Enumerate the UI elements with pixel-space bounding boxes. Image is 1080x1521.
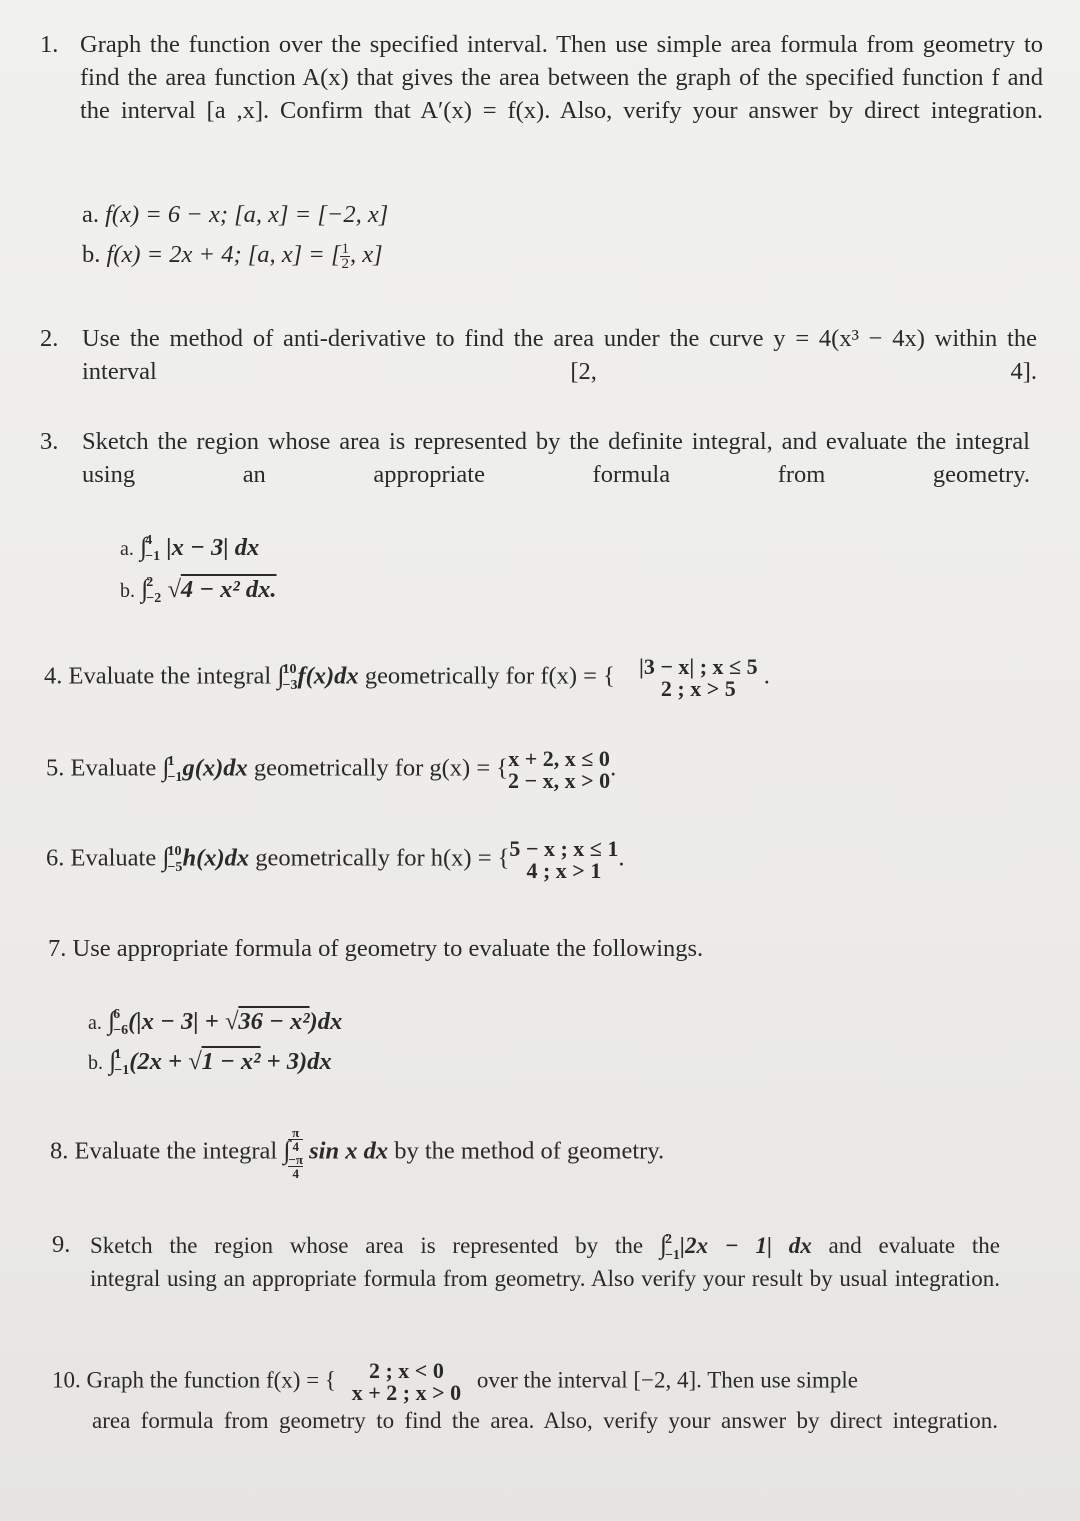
problem-line-2: area formula from geometry to find the area. Also, verify your answer by direct integration.	[92, 1408, 998, 1433]
problem-text: Sketch the region whose area is represented by the definite integral, and evaluate the integral using an appropriate formula from geometry.	[82, 428, 1030, 488]
problem-text: Use the method of anti-derivative to find the area under the curve y = 4(x³ − 4x) within the interval [2, 4].	[82, 325, 1037, 385]
integrand: f(x)dx	[297, 662, 359, 690]
piecewise-cases: |3 − x| ; x ≤ 5 2 ; x > 5	[639, 654, 758, 701]
integrand: |2x − 1| dx	[679, 1233, 812, 1258]
problem-10	[52, 1360, 1002, 1437]
problem-number: 3.	[40, 428, 59, 455]
problem-1a	[82, 198, 388, 231]
problem-4: 4. Evaluate the integral ∫ 10 −3 f(x)dx geometrically for f(x) = { |3 − x| ; x ≤ 5 2 ; x > 5 .	[44, 654, 770, 701]
integral-limits: π 4 −π 4	[288, 1125, 303, 1181]
math-expression: f(x) = 2x + 4; [a, x] = [	[106, 241, 341, 268]
problem-3	[40, 425, 1040, 491]
item-label: b.	[82, 241, 101, 268]
item-label: a.	[88, 1012, 102, 1034]
sqrt-symbol: √	[188, 1048, 202, 1075]
problem-line-1: 10. Graph the function f(x) = { 2 ; x < 0 x + 2 ; x > 0 over the interval [−2, 4]. Then use simple	[52, 1358, 858, 1405]
problem-number: 1.	[40, 31, 59, 58]
integral-limits: 1 −1	[114, 1047, 130, 1079]
integral-sign: ∫	[162, 842, 170, 872]
problem-text: geometrically for f(x) = {	[364, 662, 615, 690]
piecewise-cases: 5 − x ; x ≤ 1 4 ; x > 1	[509, 836, 619, 883]
problem-7b: b. ∫ 1 −1 (2x + √1 − x² + 3)dx	[88, 1046, 332, 1079]
integral-sign: ∫	[140, 532, 148, 561]
piecewise-cases: 2 ; x < 0 x + 2 ; x > 0	[351, 1358, 462, 1405]
problem-text: geometrically for h(x) = {	[255, 844, 510, 872]
problem-9	[52, 1228, 1002, 1295]
integral-limits: 10 −5	[167, 844, 183, 875]
problem-number: 4.	[44, 662, 63, 690]
integrand: sin x dx	[309, 1137, 389, 1165]
problem-text: Use appropriate formula of geometry to evaluate the followings.	[72, 935, 704, 962]
integral-limits: 4 −1	[145, 533, 161, 565]
problem-text: Evaluate the integral	[74, 1137, 278, 1165]
integral-limits: 10 −3	[282, 662, 298, 693]
integrand: h(x)dx	[182, 844, 250, 872]
integral-sign: ∫	[162, 752, 170, 782]
problem-7	[48, 932, 1048, 965]
problem-text: Evaluate	[70, 754, 157, 782]
problem-6: 6. Evaluate ∫ 10 −5 h(x)dx geometrically for h(x) = { 5 − x ; x ≤ 1 4 ; x > 1 .	[46, 836, 625, 883]
sqrt-symbol: √	[224, 1008, 239, 1035]
problem-1	[40, 28, 1045, 127]
integral-sign: ∫	[108, 1006, 116, 1035]
integrand: |x − 3| dx	[166, 534, 260, 561]
problem-number: 7.	[48, 935, 67, 962]
piecewise-cases: x + 2, x ≤ 0 2 − x, x > 0	[508, 746, 611, 793]
integral-sign: ∫	[277, 660, 285, 690]
item-label: a.	[82, 201, 99, 228]
problem-7a: a. ∫ 6 −6 (|x − 3| + √36 − x²)dx	[88, 1006, 343, 1039]
sqrt-symbol: √	[167, 576, 181, 603]
problem-number: 9.	[52, 1231, 71, 1258]
problem-text: Evaluate	[70, 844, 157, 872]
problem-text: Graph the function over the specified interval. Then use simple area formula from geometry to find the area function A(x) that gives the area between the graph of the specified function f and the interval [a ,x]. Confirm that A′(x) = f(x). Also, verify your answer by direct integration.	[80, 31, 1043, 124]
problem-3a	[120, 530, 259, 566]
integral-limits: 2 −2	[146, 575, 162, 607]
item-label: b.	[88, 1052, 103, 1074]
item-label: a.	[120, 538, 134, 560]
integral-sign: ∫	[659, 1230, 667, 1259]
integral-sign: ∫	[283, 1135, 291, 1165]
problem-2	[40, 322, 1040, 388]
problem-text: by the method of geometry.	[394, 1137, 665, 1165]
problem-number: 2.	[40, 325, 59, 352]
problem-line-2: integral using an appropriate formula from geometry. Also verify your result by usual integration.	[90, 1265, 1000, 1291]
problem-number: 10.	[52, 1367, 81, 1393]
problem-8	[50, 1126, 1050, 1180]
integral-sign: ∫	[109, 1046, 117, 1075]
integral-limits: 6 −6	[113, 1007, 129, 1039]
integrand: g(x)dx	[182, 754, 248, 782]
problem-text: geometrically for g(x) = {	[253, 754, 509, 782]
problem-number: 6.	[46, 844, 65, 872]
problem-3b	[120, 572, 277, 608]
integral-limits: 1 −1	[167, 754, 183, 785]
problem-1b: b. f(x) = 2x + 4; [a, x] = [ $\frac{1}{2}$ , x]	[82, 240, 383, 272]
integrand: 4 − x² dx.	[180, 576, 277, 603]
problem-number: 8.	[50, 1137, 69, 1165]
problem-text: Evaluate the integral	[68, 662, 272, 690]
problem-number: 5.	[46, 754, 65, 782]
item-label: b.	[120, 580, 135, 602]
problem-5: 5. Evaluate ∫ 1 −1 g(x)dx geometrically for g(x) = { x + 2, x ≤ 0 2 − x, x > 0 .	[46, 746, 617, 793]
math-expression: f(x) = 6 − x; [a, x] = [−2, x]	[105, 201, 389, 228]
integral-sign: ∫	[141, 574, 149, 603]
problem-line-1: Sketch the region whose area is represented by the ∫ 2 −1 |2x − 1| dx and evaluate the	[90, 1230, 1000, 1263]
integral-limits: 2 −1	[664, 1231, 680, 1263]
fraction: $\frac{1}{2}$	[341, 240, 349, 272]
